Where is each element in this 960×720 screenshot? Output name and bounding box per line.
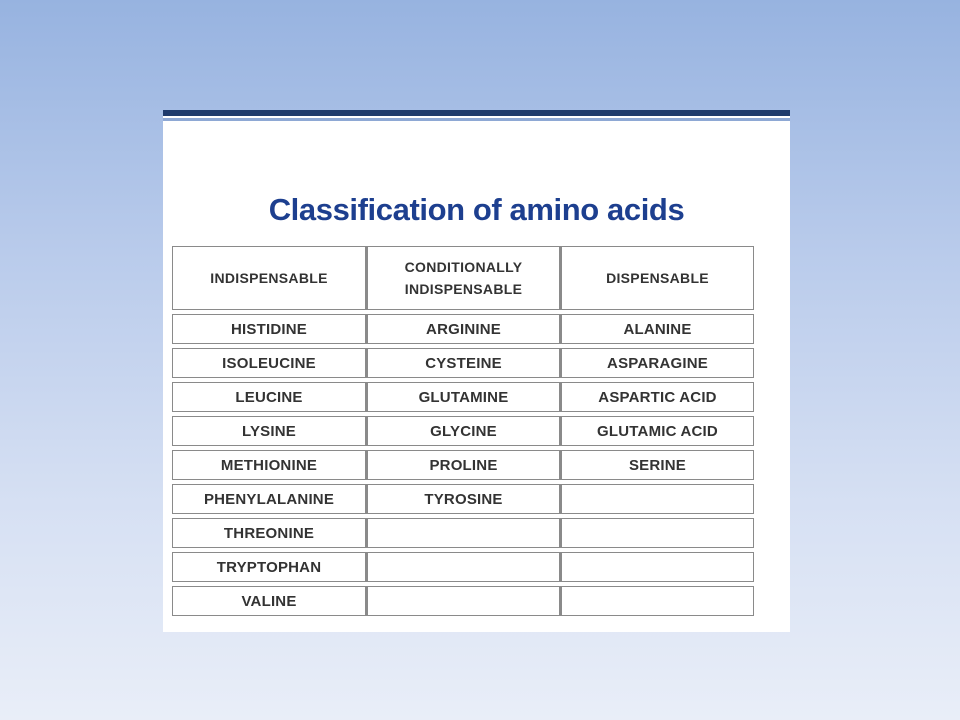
cell-indispensable: VALINE <box>172 586 366 616</box>
table-row <box>172 382 754 412</box>
cell-dispensable: GLUTAMIC ACID <box>560 416 754 446</box>
cell-dispensable: ALANINE <box>560 314 754 344</box>
cell-dispensable <box>560 586 754 616</box>
table-row <box>172 450 754 480</box>
table-row <box>172 314 754 344</box>
cell-conditionally-indispensable: GLUTAMINE <box>366 382 560 412</box>
cell-conditionally-indispensable: GLYCINE <box>366 416 560 446</box>
table-row <box>172 484 754 514</box>
cell-indispensable: METHIONINE <box>172 450 366 480</box>
table-row <box>172 348 754 378</box>
cell-dispensable <box>560 552 754 582</box>
slide-title: Classification of amino acids <box>268 192 685 227</box>
cell-conditionally-indispensable: TYROSINE <box>366 484 560 514</box>
cell-indispensable: HISTIDINE <box>172 314 366 344</box>
cell-dispensable: SERINE <box>560 450 754 480</box>
table-header-row <box>172 246 754 310</box>
table-row <box>172 518 754 548</box>
cell-conditionally-indispensable <box>366 552 560 582</box>
header-dispensable: DISPENSABLE <box>560 246 754 310</box>
cell-conditionally-indispensable: PROLINE <box>366 450 560 480</box>
cell-dispensable: ASPARAGINE <box>560 348 754 378</box>
cell-conditionally-indispensable <box>366 586 560 616</box>
header-conditionally-line1: CONDITIONALLY <box>404 259 523 275</box>
top-rule-dark <box>163 110 790 116</box>
cell-dispensable <box>560 484 754 514</box>
header-indispensable: INDISPENSABLE <box>172 246 366 310</box>
cell-conditionally-indispensable: CYSTEINE <box>366 348 560 378</box>
cell-conditionally-indispensable <box>366 518 560 548</box>
cell-dispensable: ASPARTIC ACID <box>560 382 754 412</box>
cell-indispensable: ISOLEUCINE <box>172 348 366 378</box>
table-row <box>172 586 754 616</box>
cell-conditionally-indispensable: ARGININE <box>366 314 560 344</box>
cell-indispensable: LYSINE <box>172 416 366 446</box>
cell-dispensable <box>560 518 754 548</box>
amino-acid-classification-table <box>172 242 754 620</box>
cell-indispensable: TRYPTOPHAN <box>172 552 366 582</box>
slide-panel <box>163 110 790 632</box>
header-conditionally-indispensable <box>366 246 560 310</box>
cell-indispensable: PHENYLALANINE <box>172 484 366 514</box>
top-rule-light <box>163 118 790 121</box>
table-row <box>172 552 754 582</box>
cell-indispensable: LEUCINE <box>172 382 366 412</box>
table-row <box>172 416 754 446</box>
cell-indispensable: THREONINE <box>172 518 366 548</box>
header-conditionally-line2: INDISPENSABLE <box>404 281 523 297</box>
